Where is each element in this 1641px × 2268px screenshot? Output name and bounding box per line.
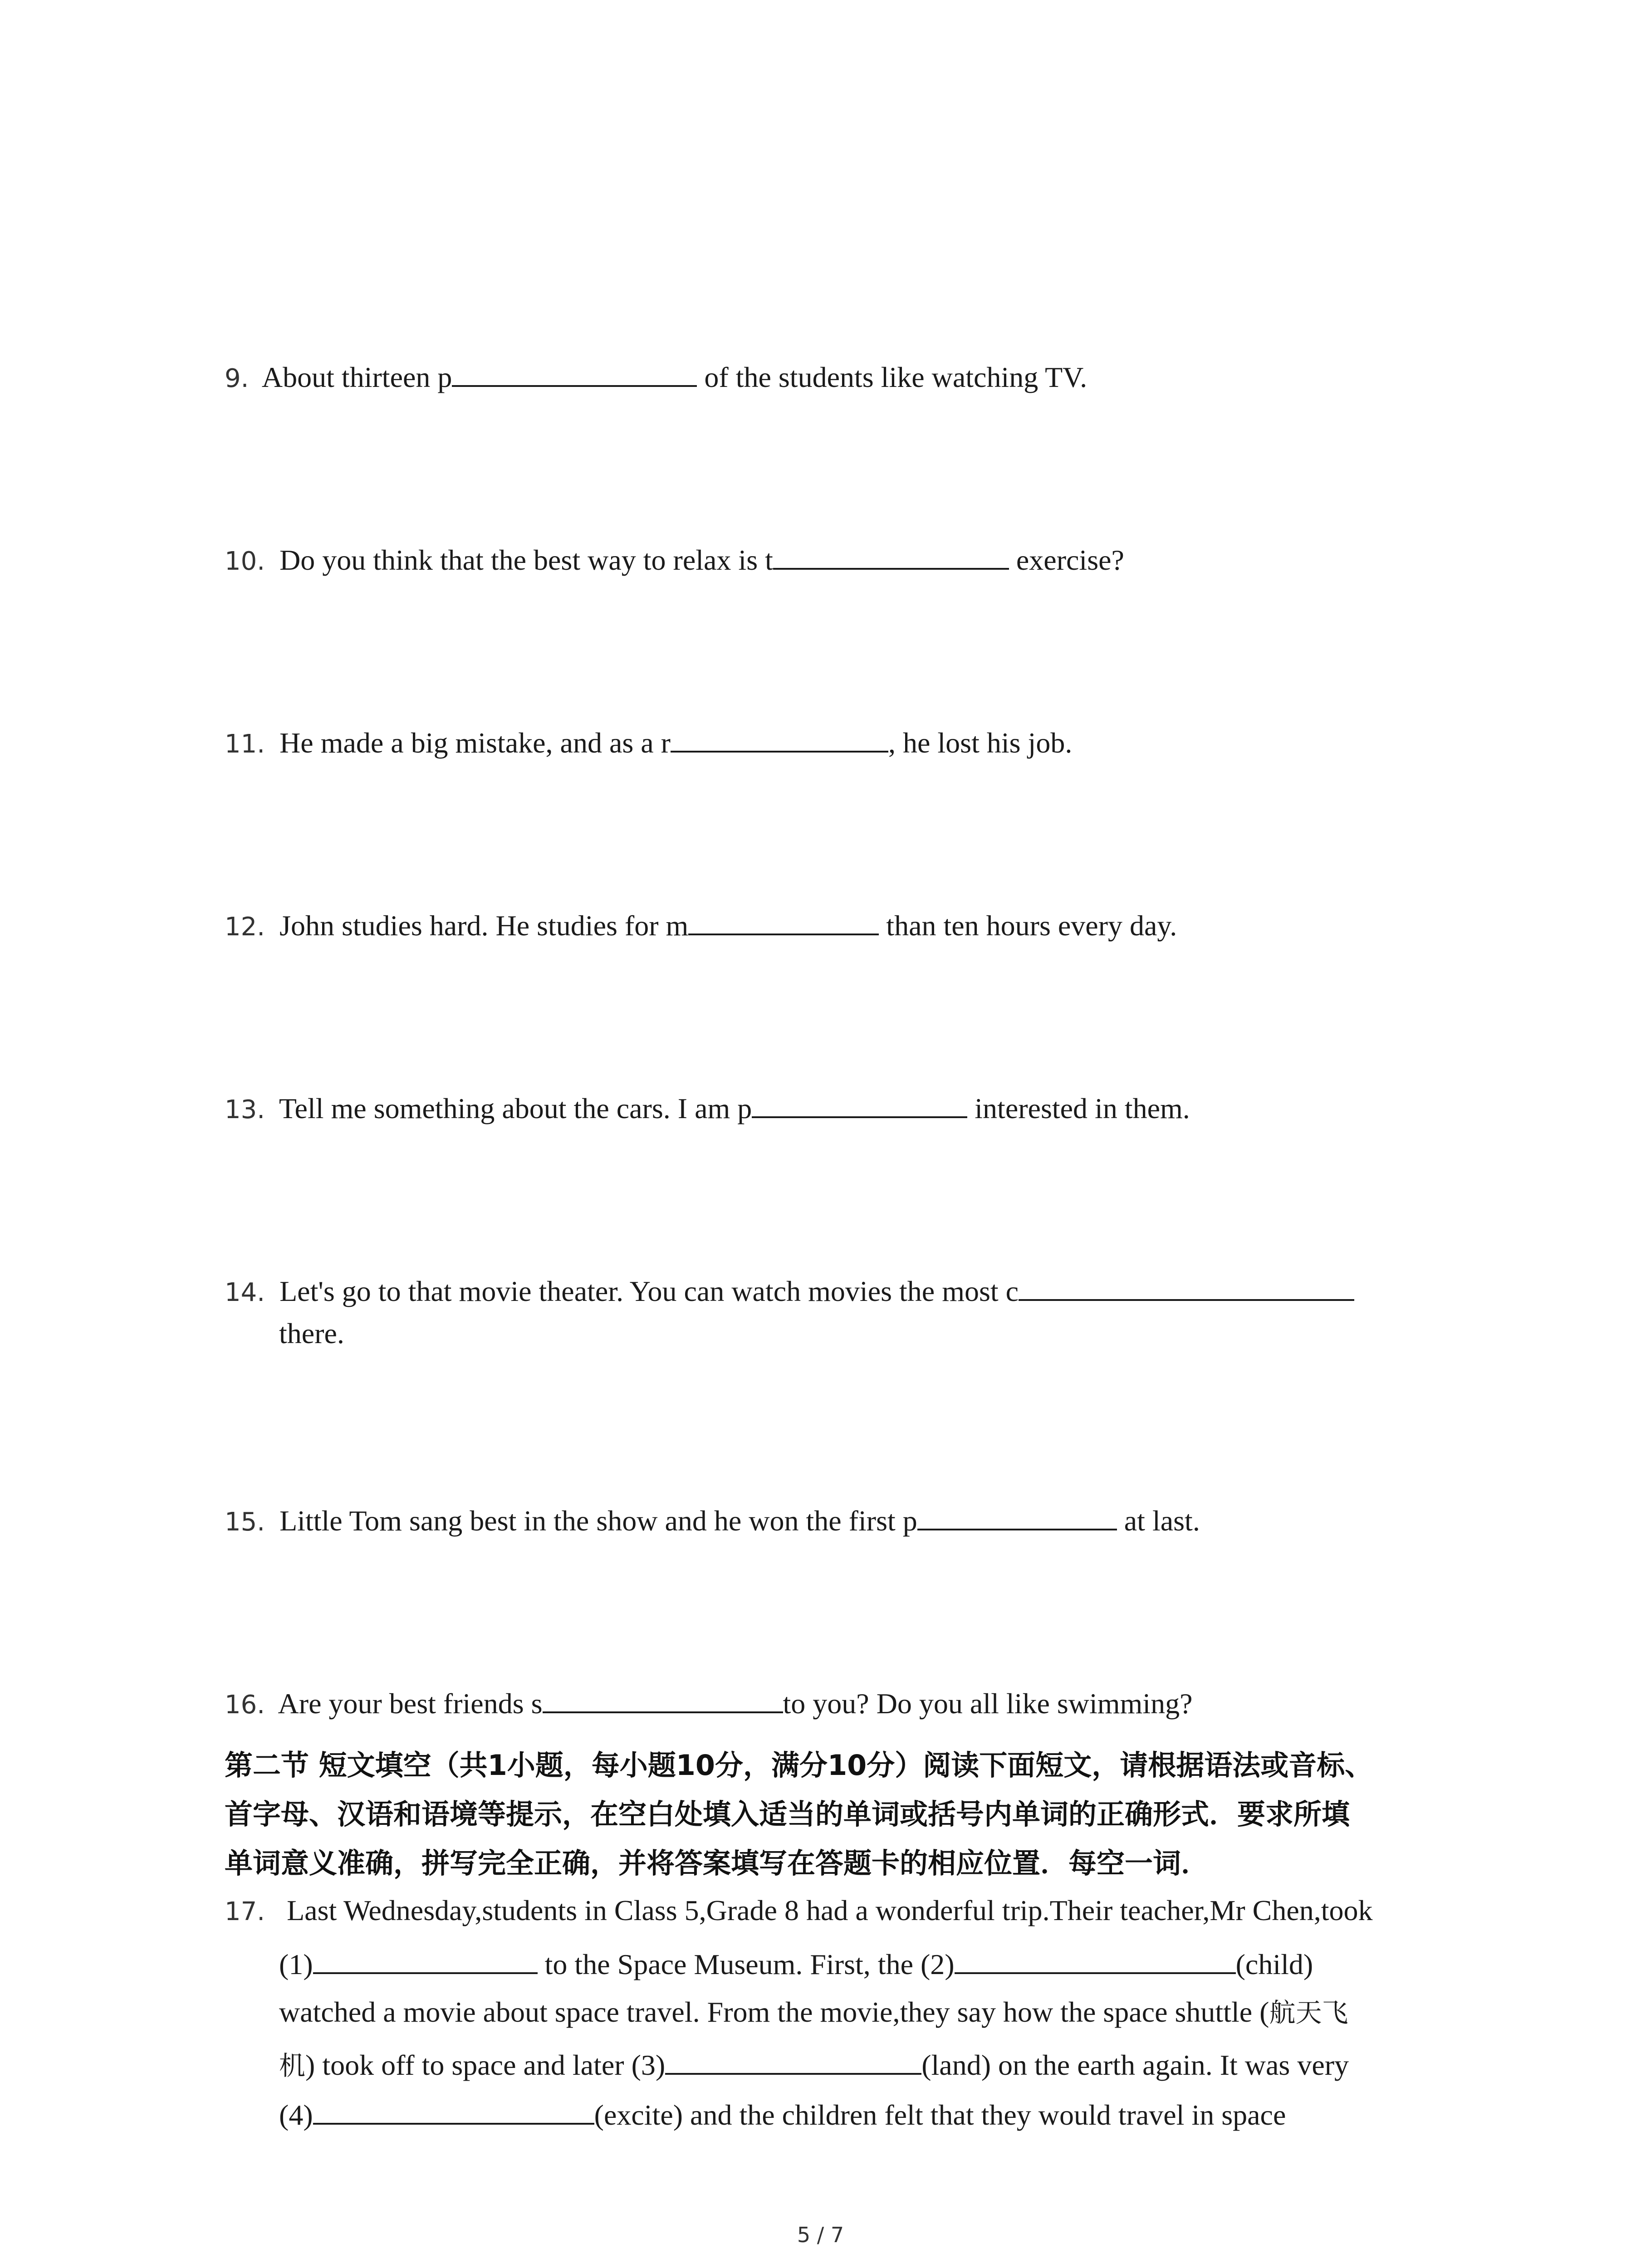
blank-label-4: (4) — [279, 2099, 313, 2131]
answer-blank[interactable] — [773, 539, 1009, 570]
passage-text: to the Space Museum. First, the (2) — [537, 1948, 955, 1980]
answer-blank[interactable] — [752, 1087, 967, 1118]
passage-line-4 — [279, 2044, 1349, 2084]
question-number: 11. — [225, 729, 265, 759]
question-15 — [225, 1500, 1200, 1540]
question-text-after: interested in them. — [967, 1092, 1190, 1124]
answer-blank[interactable] — [543, 1682, 783, 1713]
answer-blank[interactable] — [671, 722, 888, 753]
passage-text: (excite) and the children felt that they would travel in space — [594, 2099, 1286, 2131]
question-text-before: Do you think that the best way to relax is t — [279, 544, 773, 576]
question-14-line-2: there. — [279, 1317, 344, 1349]
question-number: 16. — [225, 1690, 265, 1720]
question-number: 9. — [225, 364, 249, 393]
answer-blank-3[interactable] — [665, 2044, 921, 2075]
question-text-before: John studies hard. He studies for m — [279, 909, 689, 942]
question-16 — [225, 1682, 1193, 1723]
question-13 — [225, 1087, 1190, 1128]
passage-line-5 — [279, 2094, 1286, 2133]
question-text-before: Tell me something about the cars. I am p — [279, 1092, 752, 1124]
question-11 — [225, 722, 1072, 763]
answer-blank[interactable] — [452, 356, 697, 387]
section-instruction-line-1: 第二节 短文填空（共1小题，每小题10分，满分10分）阅读下面短文，请根据语法或音标、 — [225, 1749, 1373, 1782]
question-number: 13. — [225, 1095, 265, 1124]
question-text-after: , he lost his job. — [888, 727, 1073, 759]
question-number: 15. — [225, 1507, 265, 1537]
question-number: 10. — [225, 547, 265, 576]
answer-blank[interactable] — [1019, 1270, 1354, 1301]
chinese-hint: 航天飞 — [1269, 1997, 1348, 2028]
question-text-after: to you? Do you all like swimming? — [783, 1687, 1193, 1720]
answer-blank-4[interactable] — [313, 2094, 594, 2125]
question-number: 17. — [225, 1897, 265, 1926]
question-text-after: at last. — [1117, 1505, 1200, 1537]
question-9 — [225, 356, 1087, 397]
passage-text: watched a movie about space travel. From the movie,they say how the space shuttle ( — [279, 1996, 1269, 2028]
chinese-hint: 机 — [279, 2050, 306, 2081]
question-text-after: than ten hours every day. — [879, 909, 1177, 942]
page-number: 5 / 7 — [797, 2223, 844, 2247]
passage-line-1 — [225, 1892, 1373, 1930]
question-text-before: Let's go to that movie theater. You can watch movies the most c — [279, 1275, 1019, 1307]
question-text-before: Are your best friends s — [278, 1687, 543, 1720]
question-10 — [225, 539, 1124, 580]
passage-text: ) took off to space and later (3) — [305, 2049, 666, 2081]
question-number: 12. — [225, 912, 265, 942]
hint-word: (child) — [1235, 1948, 1313, 1980]
passage-line-2 — [279, 1943, 1313, 1983]
answer-blank[interactable] — [688, 904, 879, 935]
question-text-after: of the students like watching TV. — [697, 361, 1087, 393]
question-12 — [225, 904, 1177, 945]
question-text-before: Little Tom sang best in the show and he won the first p — [279, 1505, 917, 1537]
passage-text: Last Wednesday,students in Class 5,Grade 8 had a wonderful trip.Their teacher,Mr Chen,took — [287, 1894, 1373, 1926]
section-instruction-line-3: 单词意义准确，拼写完全正确，并将答案填写在答题卡的相应位置．每空一词． — [225, 1847, 1210, 1880]
question-14 — [225, 1270, 1354, 1311]
question-text-before: He made a big mistake, and as a r — [279, 727, 671, 759]
question-text-before: About thirteen p — [261, 361, 452, 393]
blank-label-1: (1) — [279, 1948, 313, 1980]
question-text-after: exercise? — [1009, 544, 1124, 576]
question-number: 14. — [225, 1278, 265, 1307]
answer-blank-1[interactable] — [313, 1943, 538, 1974]
passage-line-3 — [279, 1994, 1348, 2031]
passage-text: (land) on the earth again. It was very — [921, 2049, 1349, 2081]
section-instruction-line-2: 首字母、汉语和语境等提示，在空白处填入适当的单词或括号内单词的正确形式．要求所填 — [225, 1798, 1350, 1831]
answer-blank[interactable] — [917, 1500, 1117, 1530]
answer-blank-2[interactable] — [955, 1943, 1236, 1974]
